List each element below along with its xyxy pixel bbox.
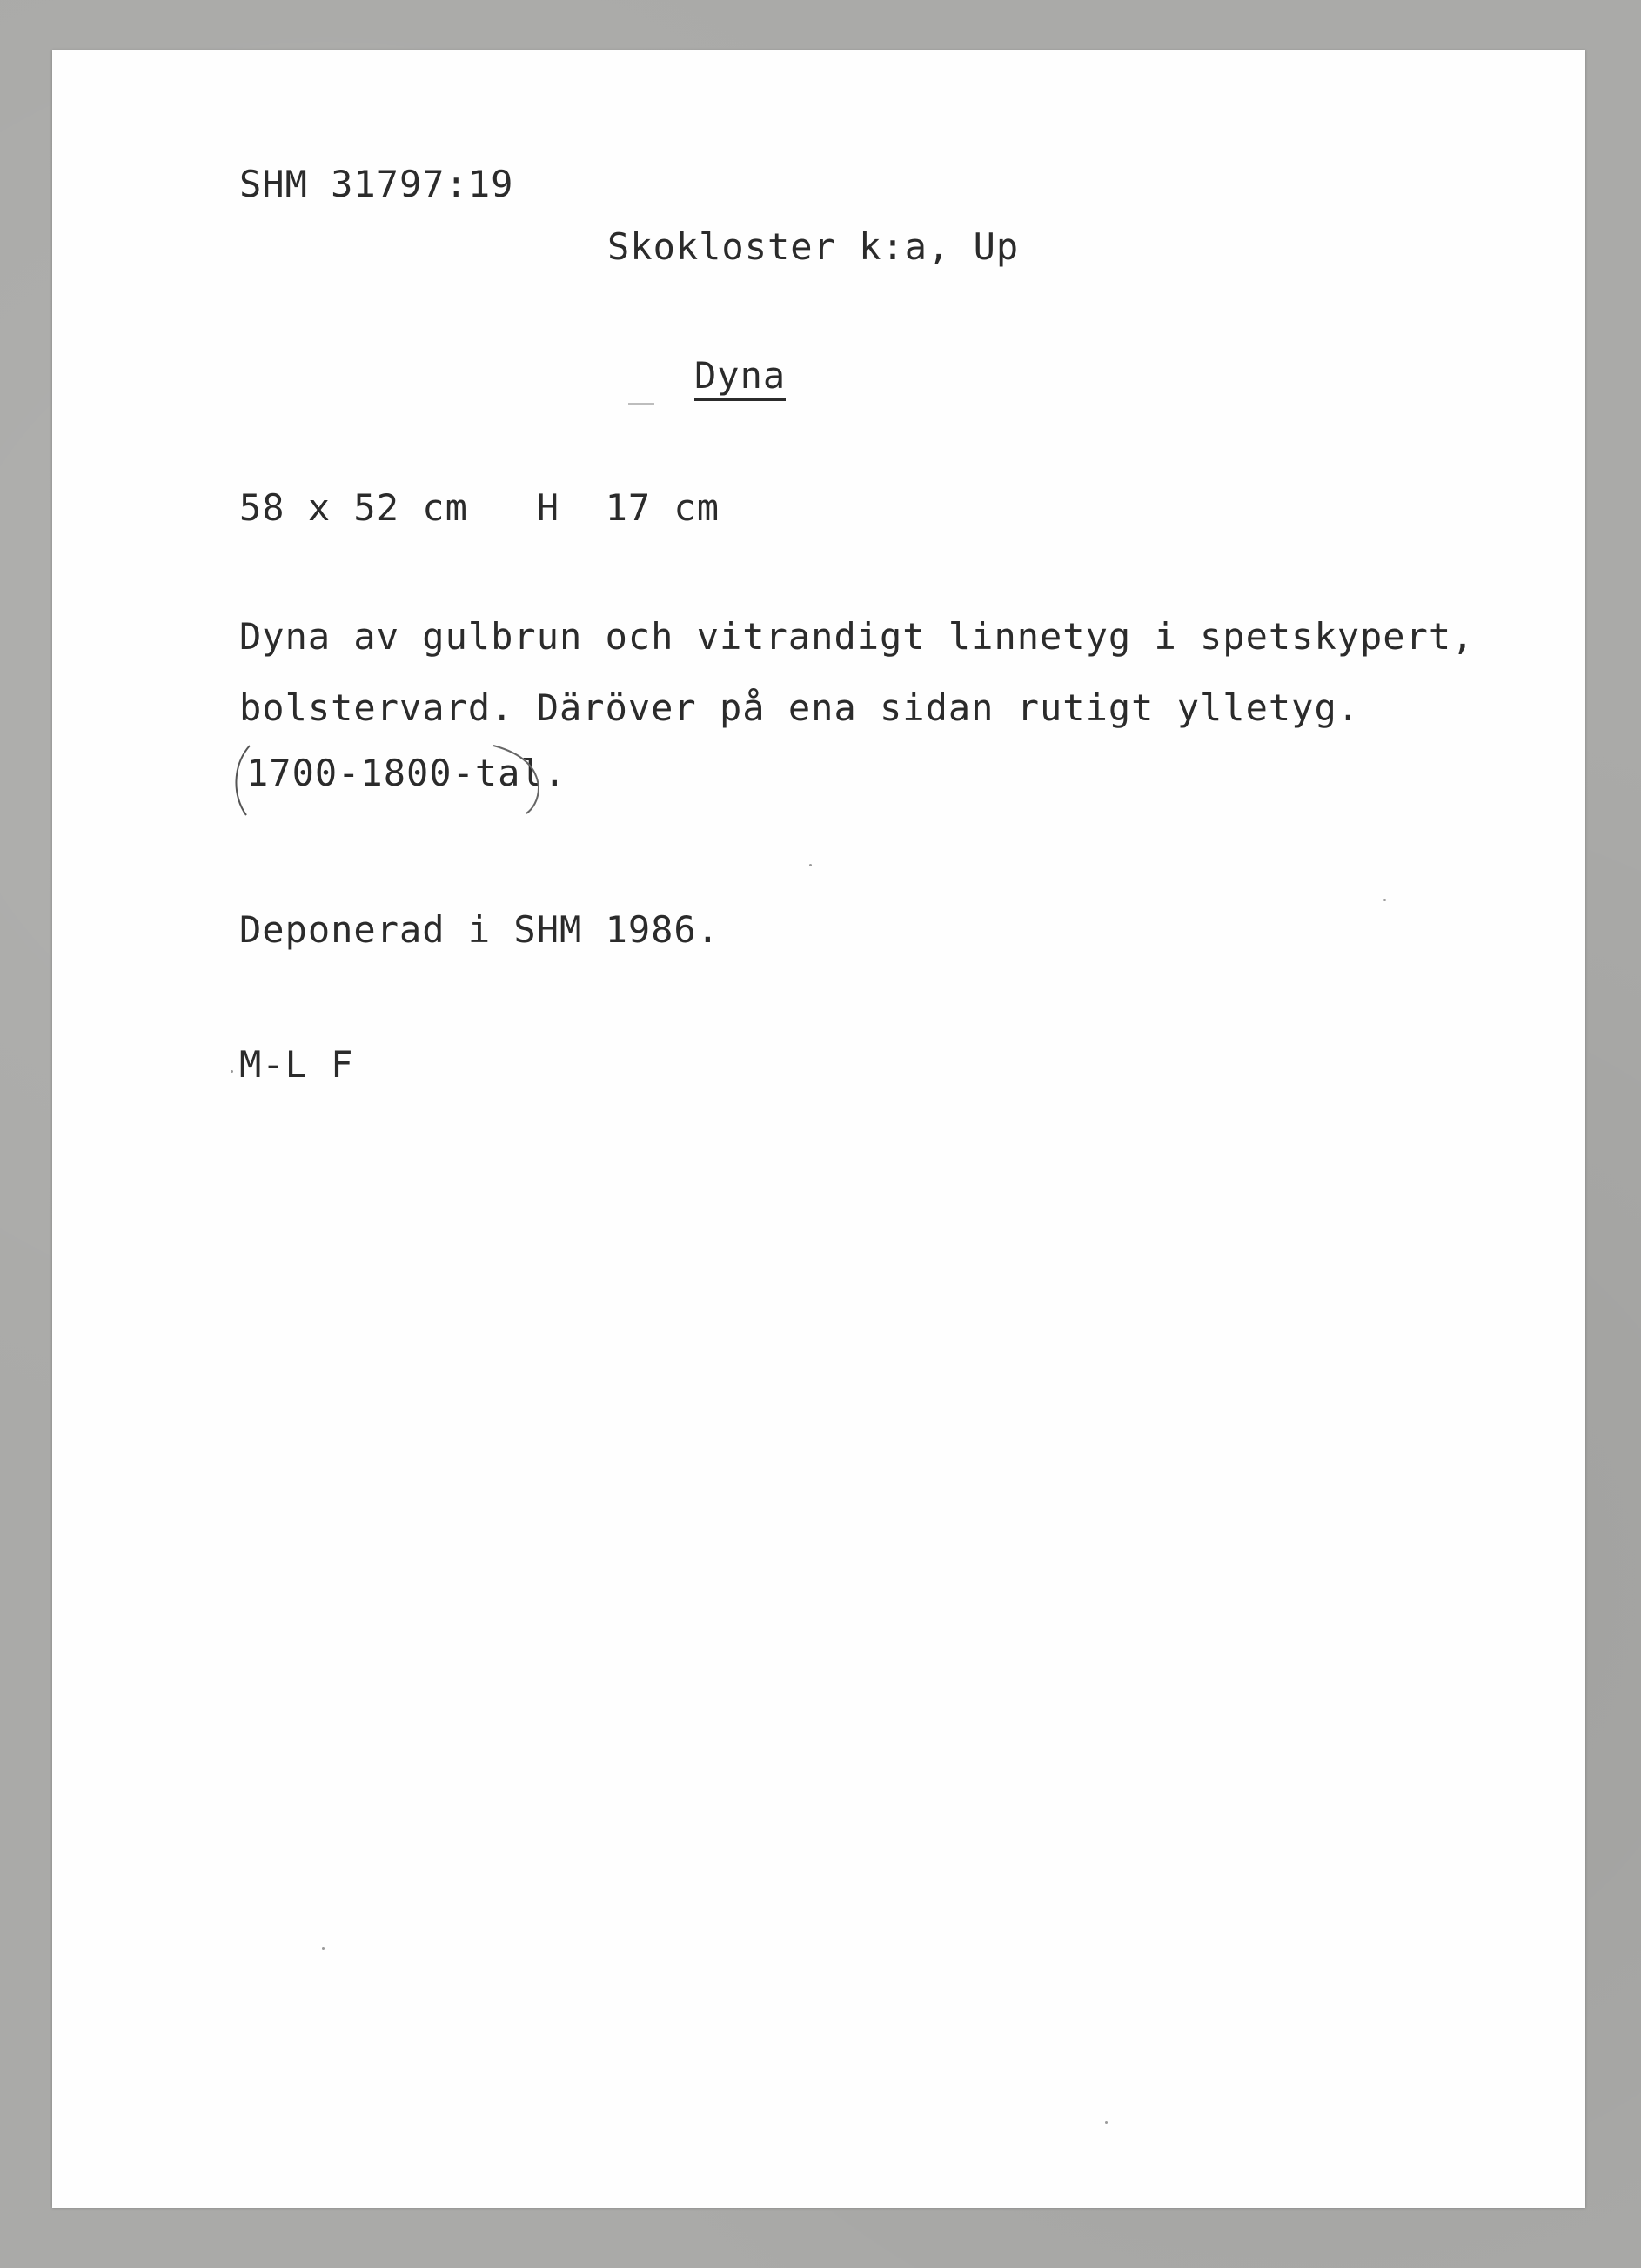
object-title: Dyna (694, 355, 786, 401)
cataloguer-initials: M-L F (239, 1043, 354, 1086)
deposit-note: Deponerad i SHM 1986. (239, 908, 720, 951)
pencil-dash-mark (628, 403, 654, 405)
paper-speck (809, 864, 812, 866)
document-sheet (52, 50, 1585, 2208)
paper-speck (1105, 2121, 1108, 2124)
location-heading: Skokloster k:a, Up (607, 225, 1020, 268)
dimensions-line: 58 x 52 cm H 17 cm (239, 486, 720, 529)
paper-speck (231, 1070, 233, 1073)
paper-speck (1383, 899, 1386, 901)
description-line-2: bolstervard. Däröver på ena sidan rutigt ylletyg. (239, 686, 1361, 729)
dating-line: 1700-1800-tal. (246, 752, 567, 794)
description-line-1: Dyna av gulbrun och vitrandigt linnetyg i spetskypert, (239, 615, 1475, 658)
paper-speck (322, 1947, 325, 1950)
dating-block (239, 751, 573, 796)
inventory-number: SHM 31797:19 (239, 163, 514, 205)
